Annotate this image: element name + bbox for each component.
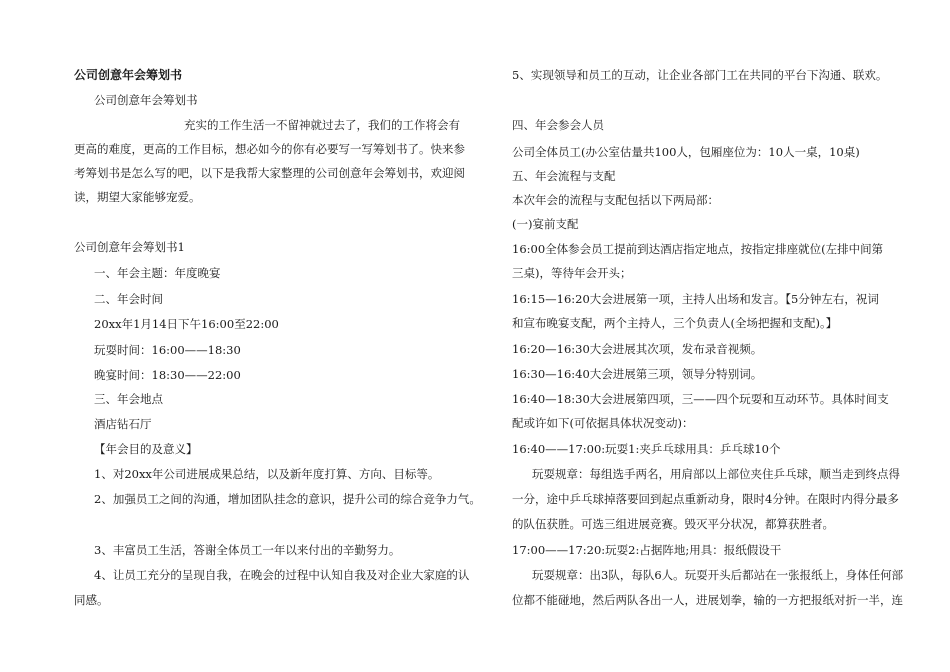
paragraph-line: 16:20—16:30大会进展其次项，发布录音视频。 [512, 342, 763, 356]
paragraph-line: 本次年会的流程与支配包括以下两局部： [512, 193, 719, 207]
paragraph-line: 玩耍时间：16:00——18:30 [94, 343, 241, 357]
paragraph-line: 16:00全体参会员工提前到达酒店指定地点，按指定排座就位(左排中间第 [512, 242, 884, 256]
paragraph-line: 玩耍规章：出3队，每队6人。玩耍开头后都站在一张报纸上，身体任何部 [532, 568, 904, 582]
paragraph-line: 17:00——17:20:玩耍2:占据阵地;用具：报纸假设干 [512, 543, 782, 557]
intro-line-2: 更高的难度，更高的工作目标，想必如今的你有必要写一写筹划书了。快来参 [74, 142, 465, 156]
paragraph-line: 16:40—18:30大会进展第四项，三——四个玩耍和互动环节。具体时间支 [512, 392, 889, 406]
paragraph-line: 三、年会地点 [94, 392, 163, 406]
paragraph-line: 玩耍规章：每组选手两名，用肩部以上部位夹住乒乓球，顺当走到终点得 [532, 467, 900, 481]
paragraph-line: 和宣布晚宴支配，两个主持人，三个负责人(全场把握和支配)。】 [512, 316, 838, 330]
paragraph-line: 晚宴时间：18:30——22:00 [94, 368, 241, 382]
paragraph-line: 一分，途中乒乓球掉落要回到起点重新动身，限时4分钟。在限时内得分最多 [512, 492, 899, 506]
paragraph-line: 位都不能碰地，然后两队各出一人，进展划拳，输的一方把报纸对折一半，连 [512, 593, 903, 607]
intro-line-3: 考筹划书是怎么写的吧，以下是我帮大家整理的公司创意年会筹划书，欢迎阅 [74, 166, 465, 180]
paragraph-line: 同感。 [74, 593, 109, 607]
paragraph-line: 3、丰富员工生活，答谢全体员工一年以来付出的辛勤努力。 [94, 543, 401, 557]
paragraph-line: 1、对20xx年公司进展成果总结，以及新年度打算、方向、目标等。 [94, 467, 440, 481]
paragraph-line: 16:30—16:40大会进展第三项，领导分特别词。 [512, 367, 763, 381]
paragraph-line: 16:15—16:20大会进展第一项，主持人出场和发言。【5分钟左右，祝词 [512, 292, 879, 306]
paragraph-line: 20xx年1月14日下午16:00至22:00 [94, 317, 279, 331]
paragraph-line: 酒店钻石厅 [94, 417, 152, 431]
intro-line-4: 读，期望大家能够宠爱。 [74, 190, 201, 204]
document-title: 公司创意年会筹划书 [74, 68, 183, 82]
paragraph-line: 2、加强员工之间的沟通，增加团队挂念的意识，提升公司的综合竞争力气。 [94, 492, 481, 506]
paragraph-line: 三桌)，等待年会开头； [512, 266, 632, 280]
section-heading: 公司创意年会筹划书1 [74, 240, 185, 254]
intro-line-1: 充实的工作生活一不留神就过去了，我们的工作将会有 [184, 118, 460, 132]
paragraph-line: 一、年会主题：年度晚宴 [94, 266, 221, 280]
paragraph-line: 【年会目的及意义】 [94, 442, 198, 456]
paragraph-line: 四、年会参会人员 [512, 118, 604, 132]
paragraph-line: 配或许如下(可依据具体状况变动)： [512, 416, 694, 430]
paragraph-line: 4、让员工充分的呈现自我，在晚会的过程中认知自我及对企业大家庭的认 [94, 568, 470, 582]
paragraph-line: 公司全体员工(办公室估量共100人，包厢座位为：10人一桌，10桌) [512, 145, 860, 159]
paragraph-line: (一)宴前支配 [512, 217, 579, 231]
paragraph-line: 5、实现领导和员工的互动，让企业各部门工在共同的平台下沟通、联欢。 [512, 68, 888, 82]
paragraph-line: 的队伍获胜。可选三组进展竞赛。毁灭平分状况，都算获胜者。 [512, 517, 834, 531]
subtitle: 公司创意年会筹划书 [94, 93, 198, 107]
paragraph-line: 二、年会时间 [94, 292, 163, 306]
paragraph-line: 五、年会流程与支配 [512, 169, 616, 183]
paragraph-line: 16:40——17:00:玩耍1:夹乒乓球用具：乒乓球10个 [512, 442, 781, 456]
